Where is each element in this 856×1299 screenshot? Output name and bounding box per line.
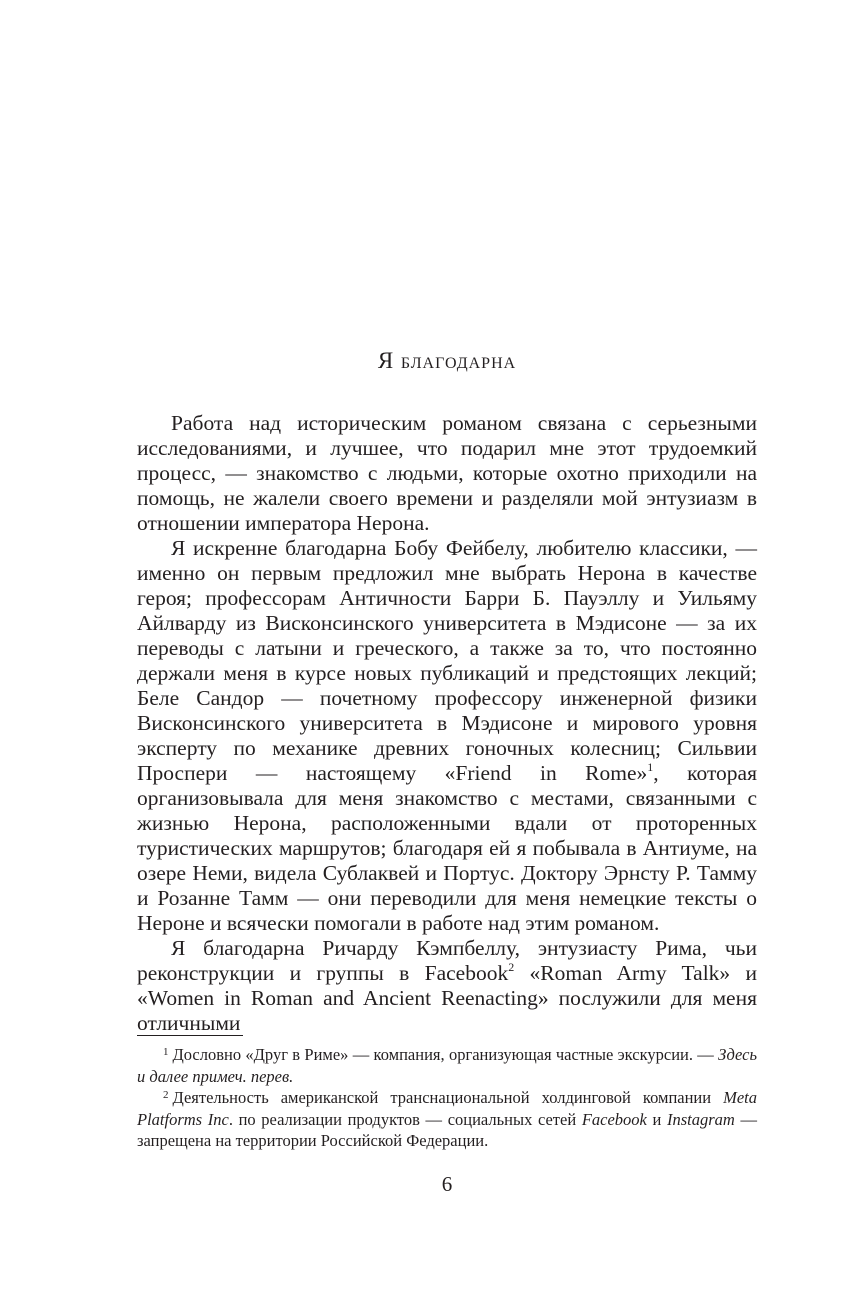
- footnote-2-text-a: Деятельность американской транснациональной холдинговой компании: [172, 1088, 724, 1107]
- footnotes: [137, 1044, 757, 1152]
- footnote-2-italic-a: Meta Platforms Inc: [137, 1088, 757, 1129]
- footnote-2-text-c: и: [646, 1109, 668, 1129]
- paragraph-2-text-b: , которая организовывала для меня знакомство с местами, связанными с жизнью Нерона, расположенными вдали от проторенных туристических маршрутов; благодаря ей я побывала в Антиуме, на озере Неми, видела Сублаквей и Портус. Доктору Эрнсту Р. Тамму и Розанне Тамм — они переводили для меня немецкие тексты о Нероне и всячески помогали в работе над этим романом.: [137, 761, 757, 935]
- footnote-ref-2: 2: [508, 960, 515, 974]
- paragraph-3-text-b: «Roman Army Talk» и «Women in Roman and Ancient Reenacting» послужили для меня отличными: [137, 961, 757, 1035]
- footnote-2-italic-c: Instagram: [667, 1109, 735, 1129]
- footnote-1-text: Дословно «Друг в Риме» — компания, организующая частные экскурсии. —: [172, 1045, 719, 1064]
- book-page: [137, 0, 757, 1299]
- footnote-2: [137, 1087, 757, 1152]
- footnote-1-mark: 1: [163, 1046, 169, 1058]
- paragraph-2: [137, 536, 757, 936]
- footnote-2-text-d: — запрещена на территории Российской Федерации.: [137, 1109, 757, 1150]
- paragraph-3: [137, 936, 757, 1036]
- page-number: 6: [441, 1172, 453, 1196]
- paragraph-1: Работа над историческим романом связана с серьезными исследованиями, и лучшее, что подарил мне этот трудоемкий процесс, — знакомство с людьми, которые охотно приходили на помощь, не жалели своего времени и разделяли мой энтузиазм в отношении императора Нерона.: [137, 411, 757, 535]
- footnote-2-mark: 2: [163, 1089, 169, 1101]
- chapter-title: Я благодарна: [377, 348, 517, 373]
- footnote-2-text-b: . по реализации продуктов — социальных сетей: [228, 1109, 582, 1129]
- footnote-ref-1: 1: [647, 760, 654, 774]
- footnote-1-italic: Здесь и далее примеч. перев.: [137, 1045, 757, 1086]
- main-text: [137, 411, 757, 1036]
- paragraph-2-text-a: Я искренне благодарна Бобу Фейбелу, любителю классики, — именно он первым предложил мне выбрать Нерона в качестве героя; профессорам Античности Барри Б. Пауэллу и Уильяму Айлварду из Висконсинского университета в Мэдисоне — за их переводы с латыни и греческого, а также за то, что постоянно держали меня в курсе новых публикаций и предстоящих лекций; Беле Сандор — почетному профессору инженерной физики Висконсинского университета в Мэдисоне и мирового уровня эксперту по механике древних гоночных колесниц; Сильвии Проспери — настоящему «Friend in Rome»: [137, 536, 757, 785]
- footnote-divider: [137, 1035, 243, 1036]
- footnote-1: [137, 1044, 757, 1087]
- paragraph-3-text-a: Я благодарна Ричарду Кэмпбеллу, энтузиасту Рима, чьи реконструкции и группы в Facebook: [137, 936, 757, 985]
- footnote-2-italic-b: Facebook: [581, 1109, 647, 1129]
